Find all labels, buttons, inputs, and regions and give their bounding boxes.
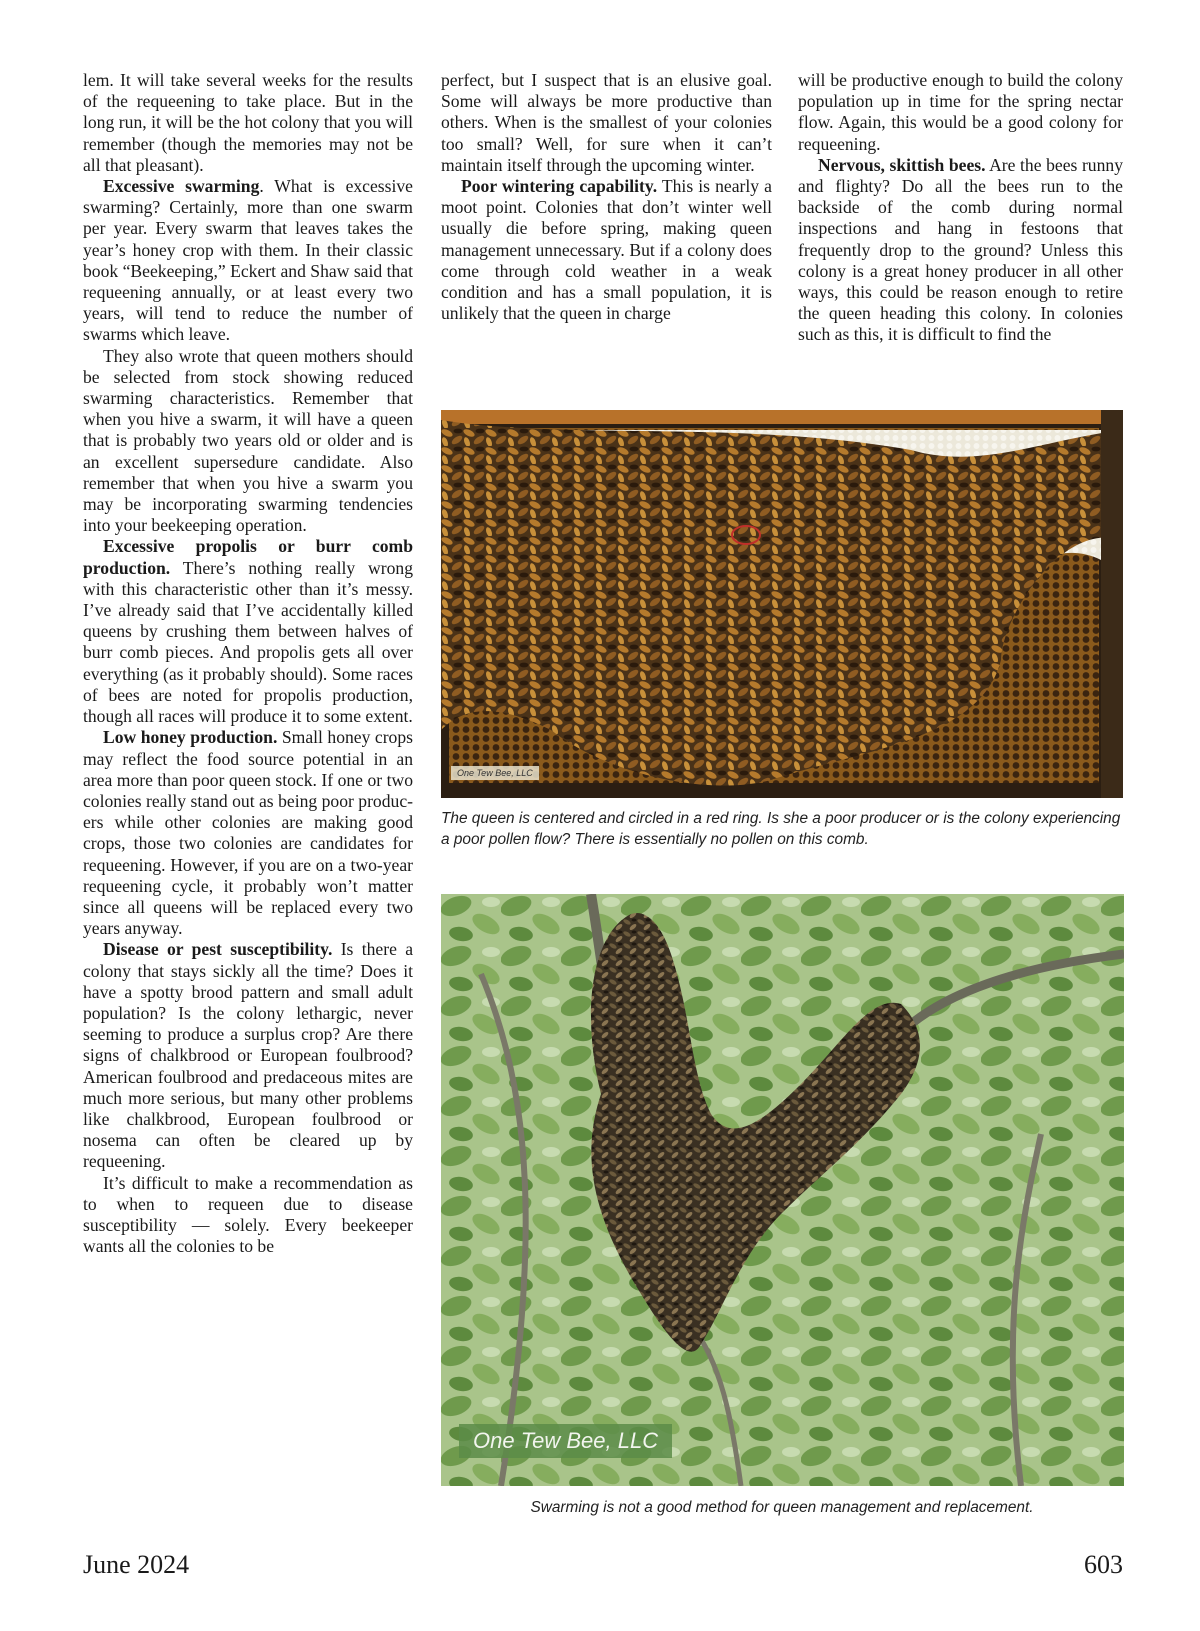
paragraph-text: It’s difficult to make a recommendation as to when to requeen due to disease susceptibility — solely. Every beekeeper wants all the colonies to be [83,1172,413,1257]
text-column-3 [798,70,1123,346]
paragraph-lead-in: Excessive swarming [103,176,260,197]
paragraph-text: will be productive enough to build the colony population up in time for the spring nectar flow. Again, this would be a good colony for requeening. [798,70,1123,154]
photo-bees-on-comb [441,410,1123,798]
paragraph-text: There’s nothing really wrong with this characteristic other than it’s messy. I’ve already said that I’ve accidentally killed queens by crushing them between halves of burr comb pieces. And propolis gets all over everything (as it probably should). Some races of bees are noted for propolis production, though all races will produce it to some extent. [83,557,413,727]
swarm-in-tree-image [441,894,1124,1486]
paragraph [83,536,413,727]
issue-date: June 2024 [83,1550,190,1579]
paragraph [441,176,772,324]
paragraph-text: Are the bees runny and flighty? Do all the bees run to the backside of the comb during normal inspections and hang in festoons that frequently drop to the ground? Unless this colony is a great honey producer in all other ways, this could be reason enough to retire the queen heading this colony. In colonies such as this, it is difficult to find the [798,154,1123,345]
paragraph [83,1173,413,1258]
paragraph-text: . What is excessive swarming? Certainly, more than one swarm per year. Every swarm that leaves takes the year’s honey crop with them. In their classic book “Beekeeping,” Eckert and Shaw said that requeening annually, or at least every two years, will tend to reduce the number of swarms which leave. [83,176,413,345]
paragraph-lead-in: Nervous, skittish bees. [818,154,986,175]
paragraph-text: Is there a colony that stays sickly all the time? Does it have a spotty brood pattern and small adult population? Is the colony lethargic, never seeming to produce a surplus crop? Are there signs of chalkbrood or European foulbrood? American foulbrood and predaceous mites are much more serious, but many other problems like chalkbrood, European foulbrood or nosema can often be cleared up by requeening. [83,939,413,1172]
photo2-watermark: One Tew Bee, LLC [459,1424,672,1458]
paragraph-lead-in: Poor wintering capability. [461,176,658,197]
paragraph-text: They also wrote that queen mothers should be selected from stock showing reduced swarming characteristics. Remember that when you hive a swarm, it will have a queen that is probably two years old or older and is an excellent supersedure candidate. Also remember that when you hive a swarm you may be incorporating swarming tendencies into your beekeeping operation. [83,345,413,536]
paragraph [83,70,413,176]
bees-on-comb-image [441,410,1123,798]
paragraph [441,70,772,176]
paragraph [798,155,1123,346]
paragraph [83,176,413,346]
paragraph-text: perfect, but I suspect that is an elusive goal. Some will always be more productive than others. When is the smallest of your colonies too small? Well, for sure when it can’t maintain itself through the upcoming winter. [441,70,772,175]
photo-swarm-in-tree [441,894,1124,1486]
paragraph [83,727,413,939]
paragraph-lead-in: Low honey production. [103,727,278,748]
paragraph-lead-in: Excessive propolis or burr comb production. [83,536,413,578]
photo2-caption: Swarming is not a good method for queen management and replacement. [530,1499,1034,1516]
photo1-caption: The queen is centered and circled in a red ring. Is she a poor producer or is the colony experiencing a poor pollen flow? There is essentially no pollen on this comb. [441,810,1121,848]
paragraph-text: This is nearly a moot point. Colonies that don’t winter well usually die before spring, making queen management unnecessary. But if a colony does come through cold weather in a weak condition and has a small population, it is unlikely that the queen in charge [441,176,772,324]
photo1-watermark: One Tew Bee, LLC [451,766,539,780]
paragraph-text: Small honey crops may reflect the food source potential in an area more than poor queen stock. If one or two colonies really stand out as being poor producers while other colonies are making good crops, those two colonies are candidates for requeening. However, if you are on a two-year requeening cycle, it probably won’t matter since all queens will be replaced every two years anyway. [83,727,414,939]
paragraph [83,346,413,537]
text-column-1 [83,70,413,1257]
paragraph-text: lem. It will take several weeks for the results of the requeening to take place. But in the long run, it will be the hot colony that you will remember (though the memories may not be all that pleasant). [83,70,413,175]
paragraph [83,939,413,1172]
paragraph-lead-in: Disease or pest susceptibility. [103,939,333,960]
paragraph [798,70,1123,155]
text-column-2 [441,70,772,324]
page-number: 603 [1084,1550,1123,1579]
